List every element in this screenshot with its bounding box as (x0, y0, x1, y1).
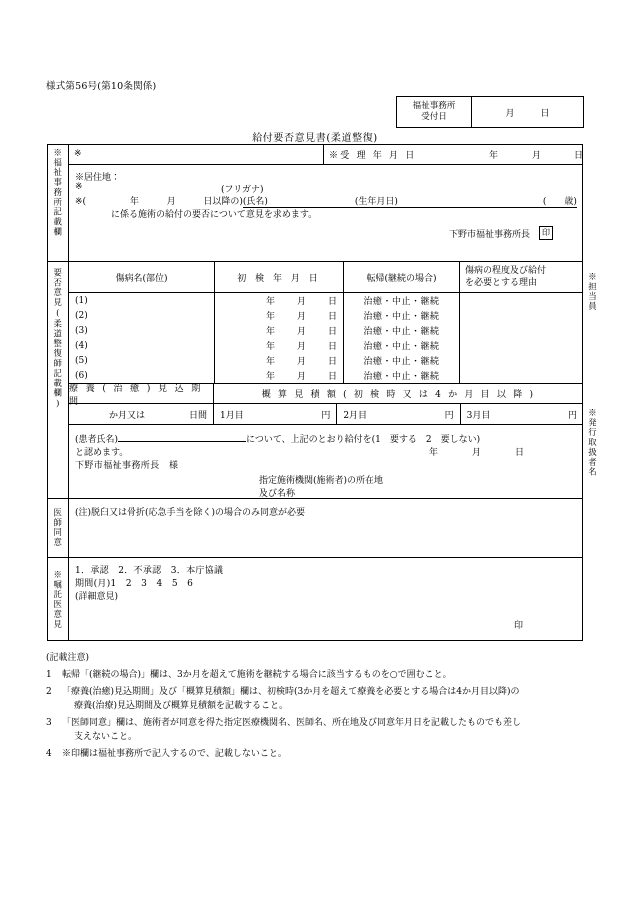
exam-day-label: 日 (327, 297, 337, 307)
furigana-label: (フリガナ) (221, 185, 264, 195)
note-number: 4 (46, 748, 52, 759)
reason-cell[interactable] (460, 353, 584, 368)
exam-month-label: 月 (296, 372, 306, 382)
welfare-star-line[interactable]: ※ (75, 182, 83, 192)
estimate-month-label: 1月目 (220, 410, 244, 421)
header-reason-line1: 傷病の程度及び給付 (465, 265, 547, 276)
doctor-consent-note: (注)脱臼又は骨折(応急手当を除く)の場合のみ同意が必要 (75, 508, 306, 518)
opinion-body (69, 262, 583, 498)
note-number: 3 (46, 717, 52, 728)
age-field[interactable] (521, 194, 577, 208)
header-outcome: 転帰(継続の場合) (344, 262, 460, 293)
office-chief-line (449, 226, 553, 240)
patient-identity-line[interactable] (75, 194, 577, 208)
note-text-main: 「療養(治癒)見込期間」及び「概算見積額」欄は、初検時(3か月を超えて療養を必要とする場合は4か月目以降)の (62, 686, 520, 697)
name-label: (氏名) (242, 197, 268, 207)
injury-table-header-row (69, 262, 583, 293)
reason-cell[interactable] (460, 338, 584, 353)
period-days-unit: 日間 (188, 410, 207, 421)
exam-month-label: 月 (296, 357, 306, 367)
note-text-continuation: 療養(治療)見込期間及び概算見積額を記載すること。 (74, 700, 289, 711)
statement-date-field[interactable] (429, 445, 524, 458)
note-text-continuation: 支えないこと。 (74, 731, 138, 742)
period-months-unit: か月又は (108, 410, 145, 421)
estimate-month-3-field[interactable] (461, 404, 583, 424)
clinic-address-label-line1: 指定施術機関(施術者)の所在地 (259, 476, 384, 486)
clinic-address-label-line2: 及び名称 (259, 489, 296, 499)
commissioned-physician-side-label: ※嘱託医意見 (47, 558, 69, 641)
office-chief-title: 下野市福祉事務所長 (449, 229, 531, 240)
instruction-notes (46, 652, 591, 765)
statement-line2: と認めます。 (75, 448, 129, 458)
exam-month-label: 月 (296, 312, 306, 322)
note-item (46, 686, 591, 714)
estimate-header-row (69, 383, 583, 407)
exam-year-label: 年 (265, 357, 275, 367)
estimate-month-2-field[interactable] (337, 404, 460, 424)
first-exam-date-cell[interactable] (215, 368, 344, 383)
acceptance-year-label: 年 (489, 150, 499, 161)
residence-label[interactable]: ※居住地： (75, 173, 121, 183)
acceptance-date-label: ※受 理 年 月 日 (329, 150, 417, 161)
note-text-main: 「医師同意」欄は、施術者が同意を得た指定医療機関名、医師名、所在地及び同意年月日を記載したものでも差し (62, 717, 522, 728)
injury-name-cell[interactable]: (1) (69, 293, 215, 309)
statement-line1-tail: について、上記のとおり給付を(1 要する 2 要しない) (246, 435, 481, 445)
exam-month-label: 月 (296, 297, 306, 307)
exam-day-label: 日 (327, 342, 337, 352)
injury-table (69, 262, 583, 383)
exam-year-label: 年 (265, 342, 275, 352)
physician-decision-options[interactable]: 1．承認 2．不承認 3．本庁協議 (75, 566, 224, 576)
patient-name-input[interactable] (118, 441, 246, 442)
note-text (62, 748, 591, 762)
table-row (69, 308, 583, 323)
first-exam-date-cell[interactable] (215, 323, 344, 338)
welfare-office-side-label: ※福祉事務所記載欄 (47, 144, 69, 261)
reason-cell[interactable] (460, 308, 584, 323)
reason-cell[interactable] (460, 293, 584, 309)
injury-name-cell[interactable]: (2) (69, 308, 215, 323)
outcome-cell[interactable]: 治癒・中止・継続 (344, 338, 460, 353)
note-number: 2 (46, 686, 52, 697)
injury-name-cell[interactable]: (6) (69, 368, 215, 383)
note-item (46, 669, 591, 683)
estimate-month-label: 3月目 (466, 410, 491, 421)
exam-year-label: 年 (265, 372, 275, 382)
note-text-main: ※印欄は福祉事務所で記入するので、記載しないこと。 (62, 748, 287, 759)
exam-day-label: 日 (327, 357, 337, 367)
doctor-consent-body[interactable] (69, 499, 583, 557)
exam-day-label: 日 (327, 372, 337, 382)
first-exam-date-cell[interactable] (215, 338, 344, 353)
first-exam-date-cell[interactable] (215, 293, 344, 309)
table-row (69, 338, 583, 353)
exam-month-label: 月 (296, 327, 306, 337)
birthdate-label: (生年月日) (354, 197, 398, 207)
opinion-section (47, 262, 583, 499)
statement-line1 (75, 432, 480, 445)
patient-name-label: (患者氏名) (75, 435, 119, 445)
exam-year-label: 年 (265, 312, 275, 322)
acceptance-month-label: 月 (532, 150, 542, 161)
doctor-consent-section (47, 499, 583, 558)
table-row (69, 323, 583, 338)
estimate-currency-unit: 円 (321, 410, 331, 421)
welfare-office-top-row (69, 144, 583, 165)
opinion-request-text: に係る施術の給付の要否について意見を求めます。 (111, 210, 318, 220)
since-month-label: 月 (166, 197, 176, 207)
table-row (69, 353, 583, 368)
receipt-date-field[interactable] (472, 97, 583, 127)
first-exam-date-cell[interactable] (215, 308, 344, 323)
welfare-number-field[interactable]: ※ (69, 144, 324, 164)
acceptance-day-label: 日 (574, 150, 584, 161)
estimate-currency-unit: 円 (567, 410, 577, 421)
since-prefix: ※( (75, 197, 87, 207)
note-text (62, 686, 591, 714)
exam-year-label: 年 (265, 327, 275, 337)
document-number: 様式第56号(第10条関係) (46, 81, 157, 92)
header-reason (460, 262, 584, 293)
note-number: 1 (46, 669, 52, 680)
physician-period-options[interactable]: 期間(月)1 2 3 4 5 6 (75, 579, 194, 589)
note-text (62, 717, 591, 745)
since-year-label: 年 (129, 197, 139, 207)
exam-year-label: 年 (265, 297, 275, 307)
physician-seal-icon: 印 (513, 621, 523, 631)
outcome-cell[interactable]: 治癒・中止・継続 (344, 353, 460, 368)
estimate-month-1-field[interactable] (214, 404, 337, 424)
commissioned-physician-section (47, 558, 583, 641)
note-text-main: 転帰「(継続の場合)」欄は、3か月を超えて施術を継続する場合に該当するものを○で囲むこと。 (62, 669, 452, 680)
outcome-cell[interactable]: 治癒・中止・継続 (344, 323, 460, 338)
estimate-period-field[interactable] (69, 404, 214, 424)
statement-addressee: 下野市福祉事務所長 様 (75, 461, 179, 471)
office-chief-seal-icon: 印 (539, 226, 553, 240)
welfare-office-body (69, 144, 583, 261)
estimate-currency-unit: 円 (444, 410, 454, 421)
commissioned-physician-body (69, 558, 583, 641)
form-title: 給付要否意見書(柔道整復) (252, 133, 378, 144)
age-label: ( 歳) (542, 197, 577, 207)
issuer-name-tab: ※発行取扱者名 (587, 408, 598, 478)
receipt-day-label: 日 (540, 108, 550, 119)
receipt-label-line2: 受付日 (421, 112, 447, 122)
note-item (46, 717, 591, 745)
therapist-statement (69, 425, 583, 498)
since-suffix: 日以降の) (203, 197, 243, 207)
injury-name-cell[interactable]: (4) (69, 338, 215, 353)
staff-in-charge-tab: ※担当員 (587, 272, 598, 312)
exam-month-label: 月 (296, 342, 306, 352)
table-row (69, 293, 583, 309)
reason-cell[interactable] (460, 323, 584, 338)
statement-month-label: 月 (472, 448, 482, 458)
exam-day-label: 日 (327, 312, 337, 322)
acceptance-date-field[interactable] (324, 144, 583, 164)
estimate-period-header: 療 養 ( 治 癒 ) 見 込 期 間 (69, 384, 214, 403)
physician-detail-label[interactable]: (詳細意見) (75, 592, 119, 602)
note-item (46, 748, 591, 762)
receipt-label-line1: 福祉事務所 (412, 101, 456, 112)
opinion-side-label: 要否意見(柔道整復師記載欄) (47, 262, 69, 498)
header-injury-name: 傷病名(部位) (69, 262, 215, 293)
estimate-month-label: 2月目 (343, 410, 368, 421)
injury-name-cell[interactable]: (5) (69, 353, 215, 368)
welfare-office-receipt-box (396, 96, 584, 128)
note-text (62, 669, 591, 683)
first-exam-date-cell[interactable] (215, 353, 344, 368)
outcome-cell[interactable]: 治癒・中止・継続 (344, 293, 460, 309)
estimate-value-row (69, 404, 583, 425)
reason-cell[interactable] (460, 368, 584, 383)
exam-day-label: 日 (327, 327, 337, 337)
notes-title: (記載注意) (46, 653, 90, 663)
statement-day-label: 日 (515, 448, 525, 458)
outcome-cell[interactable]: 治癒・中止・継続 (344, 368, 460, 383)
birthdate-field[interactable] (355, 194, 521, 208)
doctor-consent-side-label: 医師同意 (47, 499, 69, 557)
injury-name-cell[interactable]: (3) (69, 323, 215, 338)
name-field[interactable] (243, 194, 355, 208)
header-first-exam-date: 初 検 年 月 日 (215, 262, 344, 293)
outcome-cell[interactable]: 治癒・中止・継続 (344, 308, 460, 323)
receipt-month-label: 月 (505, 108, 515, 119)
header-reason-line2: を必要とする理由 (465, 278, 538, 288)
statement-year-label: 年 (429, 448, 439, 458)
estimate-amount-header: 概 算 見 積 額 ( 初 検 時 又 は 4 か 月 目 以 降 ) (261, 390, 536, 400)
receipt-date-label (397, 97, 472, 127)
welfare-office-section (47, 144, 583, 262)
